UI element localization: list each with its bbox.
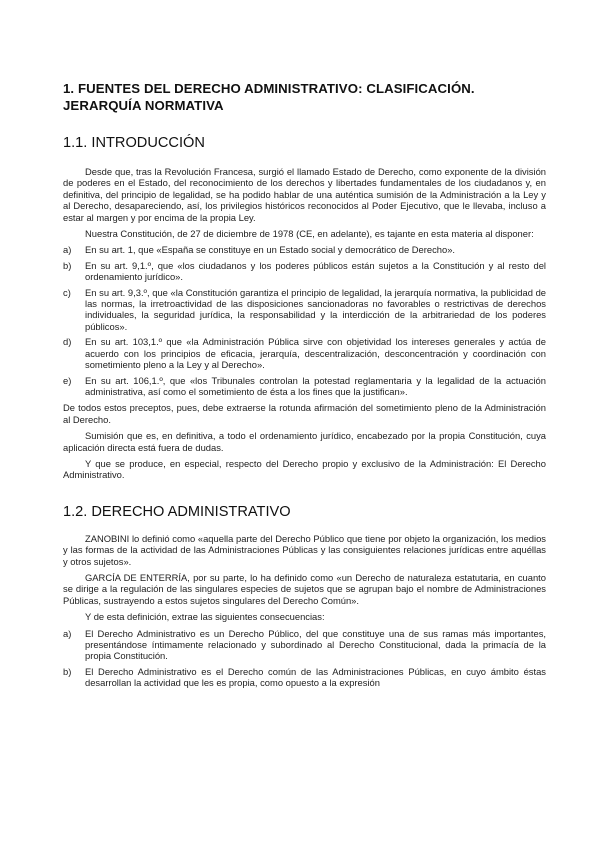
document-page: [63, 80, 546, 694]
list-marker: e): [63, 374, 72, 386]
list-item-text: En su art. 9,3.º, que «la Constitución garantiza el principio de legalidad, la jerarquía normativa, la publicidad de las normas, la irretroactividad de las disposiciones sancionadoras no favorables o restrictivas de derechos individuales, la seguridad jurídica, la responsabilidad y la interdicción de la arbitrariedad de los poderes públicos».: [85, 286, 546, 332]
paragraph: Y que se produce, en especial, respecto del Derecho propio y exclusivo de la Administración: El Derecho Administrativo.: [63, 457, 546, 481]
list-item: [63, 666, 546, 689]
paragraph: Nuestra Constitución, de 27 de diciembre de 1978 (CE, en adelante), es tajante en esta materia al disponer:: [85, 228, 534, 240]
list-marker: d): [63, 336, 72, 348]
list-item-text: En su art. 106,1.º, que «los Tribunales controlan la potestad reglamentaria y la legalidad de la actuación administrativa, así como el sometimiento de ésta a los fines que la justifican».: [85, 374, 546, 397]
list-item: [63, 375, 546, 398]
section-1-title: 1.1. INTRODUCCIÓN: [63, 135, 205, 151]
list-marker: a): [63, 244, 72, 256]
paragraph: Sumisión que es, en definitiva, a todo el ordenamiento jurídico, encabezado por la propia Constitución, cuya aplicación directa está fuera de dudas.: [63, 430, 546, 453]
list-marker: c): [63, 286, 71, 298]
chapter-title: 1. FUENTES DEL DERECHO ADMINISTRATIVO: CLASIFICACIÓN. JERARQUÍA NORMATIVA: [63, 81, 475, 113]
list-item: [63, 244, 546, 255]
list-item-text: En su art. 9,1.º, que «los ciudadanos y los poderes públicos están sujetos a la Constitución y al resto del ordenamiento jurídico».: [85, 259, 546, 283]
list-marker: b): [63, 665, 72, 677]
constitution-articles-list: [63, 244, 546, 397]
list-item-text: El Derecho Administrativo es el Derecho común de las Administraciones Públicas, en cuyo ámbito éstas desarrollan la actividad que les es propia, como opuesto a la expresión: [85, 665, 546, 689]
paragraph: Desde que, tras la Revolución Francesa, surgió el llamado Estado de Derecho, como exponente de la división de poderes en el Estado, del reconocimiento de los derechos y libertades fundamentales de los ciudadanos y, en definitiva, del principio de legalidad, se ha podido hablar de una auténtica sumisión de la Administración a la Ley y al Derecho, desapareciendo, así, los privilegios históricos reconocidos al Poder Ejecutivo, que le llevaba, incluso a estar al margen y por encima de la propia Ley.: [63, 166, 546, 223]
paragraph: Y de esta definición, extrae las siguientes consecuencias:: [85, 611, 325, 623]
list-item: [63, 287, 546, 333]
list-item-text: En su art. 1, que «España se constituye en un Estado social y democrático de Derecho».: [85, 244, 456, 256]
list-marker: b): [63, 259, 72, 271]
section-2-title: 1.2. DERECHO ADMINISTRATIVO: [63, 503, 291, 520]
list-item-text: El Derecho Administrativo es un Derecho Público, del que constituye una de sus ramas más importantes, presentándose íntimamente relacionado y subordinado al Derecho Constitucional, dada la primacía de la propia Constitución.: [85, 627, 546, 662]
list-item: [63, 628, 546, 662]
paragraph: De todos estos preceptos, pues, debe extraerse la rotunda afirmación del sometimiento pleno de la Administración al Derecho.: [63, 402, 546, 425]
paragraph: ZANOBINI lo definió como «aquella parte del Derecho Público que tiene por objeto la organización, los medios y las formas de la actividad de las Administraciones Públicas y las consiguientes relaciones jurídicas entre aquéllas y otros sujetos».: [63, 532, 546, 567]
consequences-list: [63, 628, 546, 689]
list-item: [63, 260, 546, 283]
paragraph: GARCÍA DE ENTERRÍA, por su parte, lo ha definido como «un Derecho de naturaleza estatutaria, en cuanto se dirige a la regulación de las singulares especies de sujetos que se agrupan bajo el nombre de Administraciones Públicas, sustrayendo a estos sujetos singulares del Derecho Común».: [63, 571, 546, 606]
list-marker: a): [63, 627, 72, 639]
list-item-text: En su art. 103,1.º que «la Administración Pública sirve con objetividad los intereses generales y actúa de acuerdo con los principios de eficacia, jerarquía, descentralización, desconcentración y coordinación con sometimiento pleno a la Ley y al Derecho».: [85, 336, 546, 371]
list-item: [63, 336, 546, 370]
